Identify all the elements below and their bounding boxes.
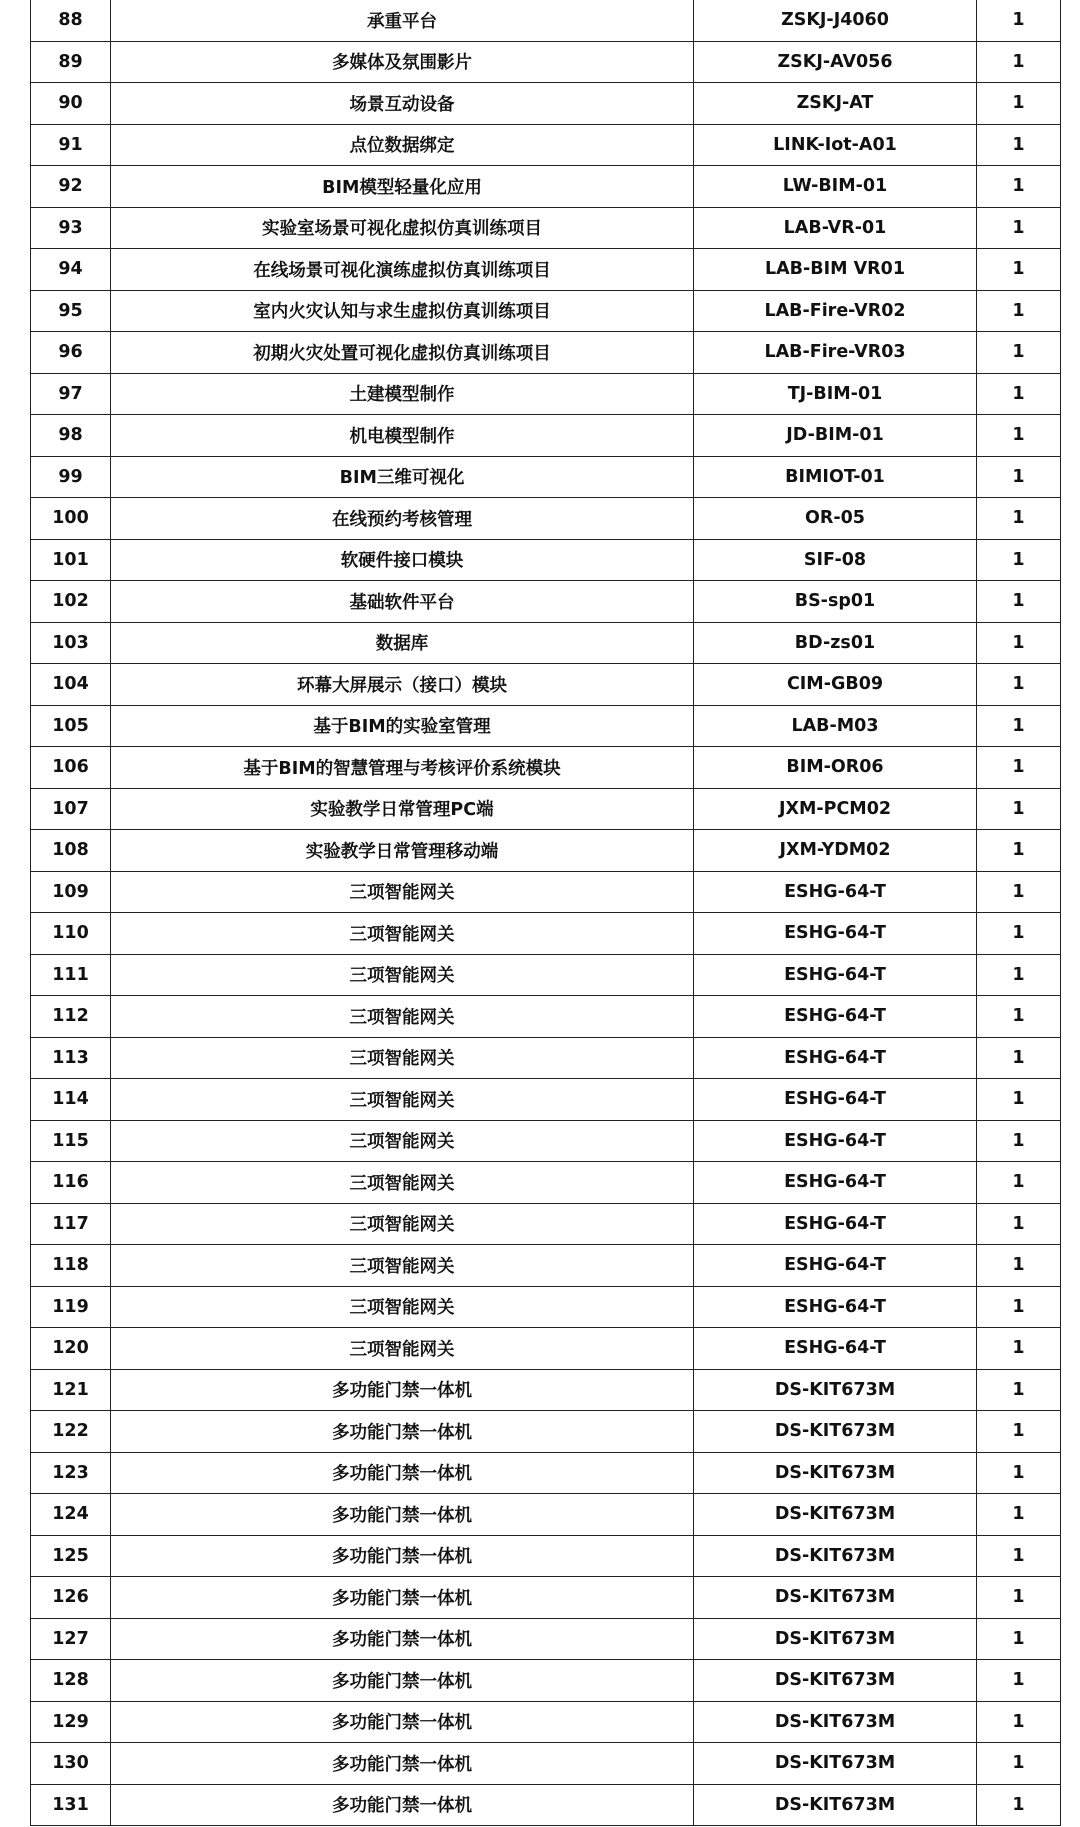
quantity-cell: 1 xyxy=(977,788,1061,830)
table-row xyxy=(31,415,1061,457)
model-number-cell: DS-KIT673M xyxy=(694,1411,977,1453)
quantity-cell: 1 xyxy=(977,373,1061,415)
item-name-cell: 在线场景可视化演练虚拟仿真训练项目 xyxy=(111,249,694,291)
row-number-cell: 107 xyxy=(31,788,111,830)
item-name-cell: 实验教学日常管理PC端 xyxy=(111,788,694,830)
row-number-cell: 125 xyxy=(31,1535,111,1577)
item-name-cell: 承重平台 xyxy=(111,0,694,41)
table-row xyxy=(31,249,1061,291)
item-name-cell: 多功能门禁一体机 xyxy=(111,1494,694,1536)
table-row xyxy=(31,166,1061,208)
model-number-cell: BIMIOT-01 xyxy=(694,456,977,498)
quantity-cell: 1 xyxy=(977,954,1061,996)
quantity-cell: 1 xyxy=(977,1369,1061,1411)
item-name-cell: 场景互动设备 xyxy=(111,83,694,125)
item-name-cell: 点位数据绑定 xyxy=(111,124,694,166)
row-number-cell: 89 xyxy=(31,41,111,83)
model-number-cell: DS-KIT673M xyxy=(694,1660,977,1702)
item-name-cell: 三项智能网关 xyxy=(111,996,694,1038)
item-name-cell: 三项智能网关 xyxy=(111,1120,694,1162)
model-number-cell: ESHG-64-T xyxy=(694,1162,977,1204)
quantity-cell: 1 xyxy=(977,1245,1061,1287)
item-name-cell: 基础软件平台 xyxy=(111,581,694,623)
quantity-cell: 1 xyxy=(977,1411,1061,1453)
model-number-cell: LAB-Fire-VR02 xyxy=(694,290,977,332)
table-row xyxy=(31,1577,1061,1619)
model-number-cell: JD-BIM-01 xyxy=(694,415,977,457)
quantity-cell: 1 xyxy=(977,290,1061,332)
quantity-cell: 1 xyxy=(977,1162,1061,1204)
row-number-cell: 123 xyxy=(31,1452,111,1494)
table-row xyxy=(31,124,1061,166)
table-row xyxy=(31,1079,1061,1121)
item-name-cell: 三项智能网关 xyxy=(111,1286,694,1328)
table-body xyxy=(31,0,1061,1826)
quantity-cell: 1 xyxy=(977,0,1061,41)
row-number-cell: 121 xyxy=(31,1369,111,1411)
item-name-cell: BIM模型轻量化应用 xyxy=(111,166,694,208)
row-number-cell: 98 xyxy=(31,415,111,457)
row-number-cell: 100 xyxy=(31,498,111,540)
table-row xyxy=(31,539,1061,581)
item-name-cell: 三项智能网关 xyxy=(111,871,694,913)
table-row xyxy=(31,1784,1061,1826)
item-name-cell: 多媒体及氛围影片 xyxy=(111,41,694,83)
table-row xyxy=(31,1535,1061,1577)
table-row xyxy=(31,1452,1061,1494)
model-number-cell: LW-BIM-01 xyxy=(694,166,977,208)
row-number-cell: 126 xyxy=(31,1577,111,1619)
row-number-cell: 116 xyxy=(31,1162,111,1204)
quantity-cell: 1 xyxy=(977,207,1061,249)
model-number-cell: ESHG-64-T xyxy=(694,1079,977,1121)
row-number-cell: 117 xyxy=(31,1203,111,1245)
row-number-cell: 90 xyxy=(31,83,111,125)
item-name-cell: 三项智能网关 xyxy=(111,1203,694,1245)
table-row xyxy=(31,0,1061,41)
equipment-list-table xyxy=(30,0,1061,1826)
quantity-cell: 1 xyxy=(977,41,1061,83)
item-name-cell: 多功能门禁一体机 xyxy=(111,1618,694,1660)
table-row xyxy=(31,1369,1061,1411)
row-number-cell: 96 xyxy=(31,332,111,374)
row-number-cell: 113 xyxy=(31,1037,111,1079)
table-row xyxy=(31,373,1061,415)
row-number-cell: 118 xyxy=(31,1245,111,1287)
model-number-cell: DS-KIT673M xyxy=(694,1494,977,1536)
row-number-cell: 94 xyxy=(31,249,111,291)
quantity-cell: 1 xyxy=(977,1577,1061,1619)
item-name-cell: 基于BIM的智慧管理与考核评价系统模块 xyxy=(111,747,694,789)
model-number-cell: DS-KIT673M xyxy=(694,1618,977,1660)
table-row xyxy=(31,1411,1061,1453)
quantity-cell: 1 xyxy=(977,622,1061,664)
row-number-cell: 112 xyxy=(31,996,111,1038)
table-row xyxy=(31,1494,1061,1536)
item-name-cell: 机电模型制作 xyxy=(111,415,694,457)
table-row xyxy=(31,41,1061,83)
table-row xyxy=(31,747,1061,789)
quantity-cell: 1 xyxy=(977,664,1061,706)
model-number-cell: ZSKJ-J4060 xyxy=(694,0,977,41)
model-number-cell: ESHG-64-T xyxy=(694,1245,977,1287)
model-number-cell: DS-KIT673M xyxy=(694,1369,977,1411)
item-name-cell: 三项智能网关 xyxy=(111,913,694,955)
row-number-cell: 101 xyxy=(31,539,111,581)
quantity-cell: 1 xyxy=(977,1660,1061,1702)
quantity-cell: 1 xyxy=(977,1286,1061,1328)
row-number-cell: 111 xyxy=(31,954,111,996)
row-number-cell: 97 xyxy=(31,373,111,415)
quantity-cell: 1 xyxy=(977,1120,1061,1162)
row-number-cell: 91 xyxy=(31,124,111,166)
model-number-cell: ESHG-64-T xyxy=(694,996,977,1038)
quantity-cell: 1 xyxy=(977,166,1061,208)
quantity-cell: 1 xyxy=(977,1701,1061,1743)
table-row xyxy=(31,1203,1061,1245)
row-number-cell: 103 xyxy=(31,622,111,664)
model-number-cell: DS-KIT673M xyxy=(694,1577,977,1619)
item-name-cell: 三项智能网关 xyxy=(111,1328,694,1370)
quantity-cell: 1 xyxy=(977,1452,1061,1494)
row-number-cell: 105 xyxy=(31,705,111,747)
quantity-cell: 1 xyxy=(977,1079,1061,1121)
model-number-cell: DS-KIT673M xyxy=(694,1701,977,1743)
row-number-cell: 93 xyxy=(31,207,111,249)
model-number-cell: CIM-GB09 xyxy=(694,664,977,706)
row-number-cell: 127 xyxy=(31,1618,111,1660)
row-number-cell: 124 xyxy=(31,1494,111,1536)
quantity-cell: 1 xyxy=(977,1328,1061,1370)
table-row xyxy=(31,664,1061,706)
model-number-cell: LINK-Iot-A01 xyxy=(694,124,977,166)
item-name-cell: 软硬件接口模块 xyxy=(111,539,694,581)
row-number-cell: 102 xyxy=(31,581,111,623)
item-name-cell: 多功能门禁一体机 xyxy=(111,1743,694,1785)
quantity-cell: 1 xyxy=(977,456,1061,498)
model-number-cell: ESHG-64-T xyxy=(694,1037,977,1079)
model-number-cell: LAB-BIM VR01 xyxy=(694,249,977,291)
item-name-cell: 多功能门禁一体机 xyxy=(111,1411,694,1453)
table-row xyxy=(31,1701,1061,1743)
model-number-cell: JXM-PCM02 xyxy=(694,788,977,830)
item-name-cell: 多功能门禁一体机 xyxy=(111,1369,694,1411)
item-name-cell: 三项智能网关 xyxy=(111,1245,694,1287)
item-name-cell: 三项智能网关 xyxy=(111,1162,694,1204)
row-number-cell: 95 xyxy=(31,290,111,332)
item-name-cell: 多功能门禁一体机 xyxy=(111,1577,694,1619)
item-name-cell: 多功能门禁一体机 xyxy=(111,1535,694,1577)
item-name-cell: 三项智能网关 xyxy=(111,954,694,996)
item-name-cell: 多功能门禁一体机 xyxy=(111,1784,694,1826)
quantity-cell: 1 xyxy=(977,539,1061,581)
item-name-cell: 在线预约考核管理 xyxy=(111,498,694,540)
model-number-cell: LAB-M03 xyxy=(694,705,977,747)
row-number-cell: 119 xyxy=(31,1286,111,1328)
row-number-cell: 114 xyxy=(31,1079,111,1121)
model-number-cell: ZSKJ-AT xyxy=(694,83,977,125)
model-number-cell: ESHG-64-T xyxy=(694,871,977,913)
model-number-cell: SIF-08 xyxy=(694,539,977,581)
model-number-cell: ESHG-64-T xyxy=(694,1286,977,1328)
model-number-cell: ESHG-64-T xyxy=(694,913,977,955)
table-row xyxy=(31,290,1061,332)
table-row xyxy=(31,207,1061,249)
table-row xyxy=(31,1162,1061,1204)
table-row xyxy=(31,498,1061,540)
table-row xyxy=(31,581,1061,623)
model-number-cell: ESHG-64-T xyxy=(694,1328,977,1370)
item-name-cell: 实验室场景可视化虚拟仿真训练项目 xyxy=(111,207,694,249)
table-row xyxy=(31,332,1061,374)
item-name-cell: 多功能门禁一体机 xyxy=(111,1701,694,1743)
row-number-cell: 104 xyxy=(31,664,111,706)
quantity-cell: 1 xyxy=(977,1535,1061,1577)
table-row xyxy=(31,1618,1061,1660)
item-name-cell: 环幕大屏展示（接口）模块 xyxy=(111,664,694,706)
item-name-cell: 实验教学日常管理移动端 xyxy=(111,830,694,872)
model-number-cell: DS-KIT673M xyxy=(694,1743,977,1785)
item-name-cell: 三项智能网关 xyxy=(111,1079,694,1121)
item-name-cell: 数据库 xyxy=(111,622,694,664)
table-row xyxy=(31,622,1061,664)
model-number-cell: ESHG-64-T xyxy=(694,1120,977,1162)
row-number-cell: 110 xyxy=(31,913,111,955)
model-number-cell: BIM-OR06 xyxy=(694,747,977,789)
quantity-cell: 1 xyxy=(977,249,1061,291)
model-number-cell: DS-KIT673M xyxy=(694,1784,977,1826)
model-number-cell: OR-05 xyxy=(694,498,977,540)
model-number-cell: LAB-Fire-VR03 xyxy=(694,332,977,374)
item-name-cell: 多功能门禁一体机 xyxy=(111,1452,694,1494)
quantity-cell: 1 xyxy=(977,913,1061,955)
quantity-cell: 1 xyxy=(977,498,1061,540)
quantity-cell: 1 xyxy=(977,1494,1061,1536)
row-number-cell: 92 xyxy=(31,166,111,208)
table-row xyxy=(31,83,1061,125)
quantity-cell: 1 xyxy=(977,747,1061,789)
quantity-cell: 1 xyxy=(977,705,1061,747)
model-number-cell: ZSKJ-AV056 xyxy=(694,41,977,83)
quantity-cell: 1 xyxy=(977,830,1061,872)
table-row xyxy=(31,913,1061,955)
row-number-cell: 131 xyxy=(31,1784,111,1826)
model-number-cell: BD-zs01 xyxy=(694,622,977,664)
quantity-cell: 1 xyxy=(977,1037,1061,1079)
row-number-cell: 106 xyxy=(31,747,111,789)
model-number-cell: DS-KIT673M xyxy=(694,1535,977,1577)
table-row xyxy=(31,788,1061,830)
model-number-cell: DS-KIT673M xyxy=(694,1452,977,1494)
row-number-cell: 128 xyxy=(31,1660,111,1702)
quantity-cell: 1 xyxy=(977,1618,1061,1660)
quantity-cell: 1 xyxy=(977,415,1061,457)
table-row xyxy=(31,456,1061,498)
row-number-cell: 120 xyxy=(31,1328,111,1370)
item-name-cell: 初期火灾处置可视化虚拟仿真训练项目 xyxy=(111,332,694,374)
table-row xyxy=(31,996,1061,1038)
quantity-cell: 1 xyxy=(977,871,1061,913)
model-number-cell: JXM-YDM02 xyxy=(694,830,977,872)
quantity-cell: 1 xyxy=(977,1743,1061,1785)
row-number-cell: 130 xyxy=(31,1743,111,1785)
quantity-cell: 1 xyxy=(977,124,1061,166)
row-number-cell: 88 xyxy=(31,0,111,41)
table-row xyxy=(31,1328,1061,1370)
quantity-cell: 1 xyxy=(977,996,1061,1038)
row-number-cell: 122 xyxy=(31,1411,111,1453)
table-row xyxy=(31,871,1061,913)
table-row xyxy=(31,1037,1061,1079)
model-number-cell: TJ-BIM-01 xyxy=(694,373,977,415)
item-name-cell: 基于BIM的实验室管理 xyxy=(111,705,694,747)
table-row xyxy=(31,830,1061,872)
item-name-cell: 多功能门禁一体机 xyxy=(111,1660,694,1702)
quantity-cell: 1 xyxy=(977,581,1061,623)
model-number-cell: BS-sp01 xyxy=(694,581,977,623)
item-name-cell: 土建模型制作 xyxy=(111,373,694,415)
model-number-cell: ESHG-64-T xyxy=(694,1203,977,1245)
row-number-cell: 109 xyxy=(31,871,111,913)
item-name-cell: 三项智能网关 xyxy=(111,1037,694,1079)
table-row xyxy=(31,705,1061,747)
model-number-cell: LAB-VR-01 xyxy=(694,207,977,249)
item-name-cell: 室内火灾认知与求生虚拟仿真训练项目 xyxy=(111,290,694,332)
quantity-cell: 1 xyxy=(977,1203,1061,1245)
quantity-cell: 1 xyxy=(977,83,1061,125)
row-number-cell: 108 xyxy=(31,830,111,872)
row-number-cell: 99 xyxy=(31,456,111,498)
quantity-cell: 1 xyxy=(977,332,1061,374)
row-number-cell: 115 xyxy=(31,1120,111,1162)
table-row xyxy=(31,1286,1061,1328)
model-number-cell: ESHG-64-T xyxy=(694,954,977,996)
table-row xyxy=(31,1660,1061,1702)
row-number-cell: 129 xyxy=(31,1701,111,1743)
table-row xyxy=(31,954,1061,996)
table-row xyxy=(31,1245,1061,1287)
quantity-cell: 1 xyxy=(977,1784,1061,1826)
table-row xyxy=(31,1743,1061,1785)
item-name-cell: BIM三维可视化 xyxy=(111,456,694,498)
table-row xyxy=(31,1120,1061,1162)
